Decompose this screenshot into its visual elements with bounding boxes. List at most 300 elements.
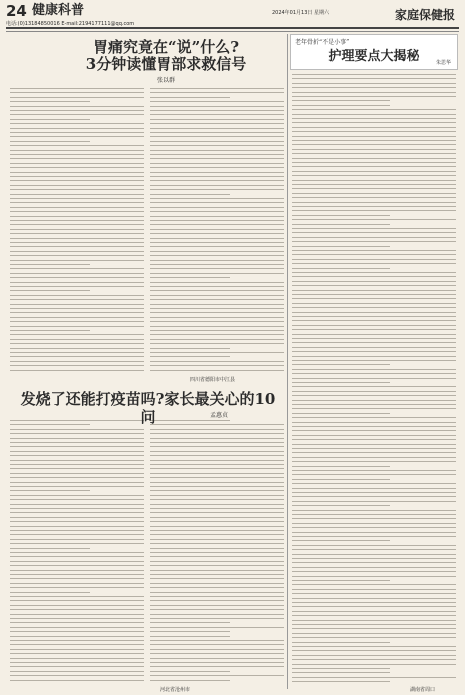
text-line (292, 382, 390, 383)
text-line (10, 119, 90, 120)
text-line (150, 455, 284, 456)
text-line (10, 97, 144, 98)
text-line (150, 622, 230, 623)
text-line (150, 308, 284, 309)
text-line (150, 675, 284, 676)
text-line (292, 78, 456, 79)
text-line (150, 163, 284, 164)
text-line (292, 268, 390, 269)
text-line (150, 578, 284, 579)
text-line (10, 640, 144, 641)
text-line (292, 567, 456, 568)
text-line (150, 106, 284, 107)
text-line (150, 189, 284, 190)
text-line (10, 644, 144, 645)
text-line (150, 326, 284, 327)
text-line (10, 167, 144, 168)
text-line (292, 285, 456, 286)
sidebar-author: 朱思华 (435, 60, 451, 66)
text-line (292, 290, 456, 291)
text-line (10, 101, 90, 102)
text-line (292, 540, 390, 541)
text-line (10, 460, 144, 461)
text-line (150, 251, 284, 252)
text-line (10, 189, 144, 190)
text-line (150, 653, 284, 654)
text-line (150, 636, 230, 637)
text-line (150, 101, 284, 102)
text-line (10, 543, 144, 544)
text-line (150, 255, 284, 256)
text-line (150, 530, 284, 531)
text-line (150, 473, 284, 474)
text-line (10, 583, 144, 584)
column-divider (287, 34, 288, 689)
text-line (150, 460, 284, 461)
text-line (150, 97, 230, 98)
text-line (292, 435, 456, 436)
text-line (292, 444, 456, 445)
text-line (292, 620, 456, 621)
text-line (292, 584, 456, 585)
text-line (150, 438, 284, 439)
text-line (150, 233, 284, 234)
text-line (10, 339, 144, 340)
text-line (150, 592, 284, 593)
article2-credit: 河北省沧州市 (160, 687, 191, 693)
text-line (150, 194, 230, 195)
text-line (292, 254, 456, 255)
text-line (150, 508, 284, 509)
text-line (10, 251, 144, 252)
text-line (10, 600, 144, 601)
text-line (292, 554, 456, 555)
text-line (10, 587, 144, 588)
text-line (292, 329, 456, 330)
text-line (292, 527, 456, 528)
text-line (292, 488, 456, 489)
text-line (10, 88, 144, 89)
text-line (292, 158, 456, 159)
text-line (292, 606, 456, 607)
text-line (292, 140, 456, 141)
text-line (292, 422, 456, 423)
text-line (10, 561, 144, 562)
text-line (292, 505, 390, 506)
text-line (292, 474, 456, 475)
text-line (150, 614, 284, 615)
text-line (10, 548, 90, 549)
text-line (292, 448, 456, 449)
text-line (150, 552, 284, 553)
text-line (10, 343, 144, 344)
text-line (10, 295, 144, 296)
text-line (10, 150, 144, 151)
text-line (292, 492, 456, 493)
text-line (10, 438, 144, 439)
text-line (292, 118, 456, 119)
text-line (10, 154, 144, 155)
text-line (150, 570, 284, 571)
section-name: 健康科普 (32, 3, 85, 18)
text-line (150, 119, 284, 120)
text-line (10, 473, 144, 474)
text-line (150, 561, 284, 562)
text-line (10, 92, 144, 93)
text-line (150, 185, 284, 186)
text-line (150, 299, 284, 300)
text-line (292, 400, 456, 401)
text-line (292, 237, 456, 238)
text-line (292, 470, 456, 471)
text-line (10, 442, 144, 443)
text-line (292, 452, 456, 453)
text-line (10, 570, 144, 571)
text-line (292, 615, 456, 616)
text-line (150, 504, 284, 505)
text-line (292, 162, 456, 163)
text-line (10, 605, 144, 606)
text-line (292, 483, 456, 484)
text-line (292, 404, 456, 405)
text-line (150, 88, 284, 89)
text-line (292, 571, 456, 572)
text-line (150, 640, 284, 641)
text-line (292, 114, 456, 115)
text-line (150, 429, 284, 430)
text-line (292, 633, 456, 634)
text-line (10, 468, 144, 469)
text-line (10, 517, 144, 518)
text-line (10, 477, 144, 478)
text-line (10, 666, 144, 667)
text-line (10, 321, 144, 322)
text-line (10, 277, 144, 278)
text-line (10, 653, 144, 654)
text-line (150, 433, 284, 434)
text-line (292, 193, 456, 194)
text-line (10, 622, 144, 623)
text-line (150, 442, 284, 443)
text-line (150, 486, 284, 487)
text-line (10, 220, 144, 221)
text-line (10, 312, 144, 313)
text-line (292, 378, 456, 379)
text-line (292, 316, 456, 317)
text-line (10, 268, 144, 269)
text-line (150, 534, 284, 535)
text-line (292, 642, 390, 643)
text-line (150, 365, 284, 366)
text-line (150, 136, 284, 137)
text-line (292, 298, 456, 299)
text-line (292, 312, 456, 313)
text-line (10, 180, 144, 181)
text-line (10, 526, 144, 527)
text-line (150, 198, 284, 199)
text-line (10, 255, 144, 256)
text-line (150, 132, 284, 133)
text-line (150, 583, 284, 584)
text-line (292, 206, 456, 207)
text-line (150, 609, 284, 610)
text-line (10, 433, 144, 434)
text-line (10, 114, 144, 115)
text-line (292, 391, 456, 392)
sidebar-title: 护理要点大揭秘 (328, 49, 420, 64)
text-line (292, 272, 456, 273)
text-line (10, 636, 144, 637)
text-line (150, 662, 284, 663)
text-line (150, 216, 284, 217)
text-line (292, 136, 456, 137)
text-line (10, 361, 144, 362)
text-line (10, 482, 144, 483)
text-line (150, 618, 284, 619)
text-line (150, 356, 230, 357)
text-line (150, 172, 284, 173)
contact-info: 电话:(0)13184850016 E-mail:2194177111@qq.com (6, 21, 135, 27)
text-line (10, 627, 144, 628)
text-line (10, 224, 144, 225)
text-line (150, 526, 284, 527)
text-line (150, 176, 284, 177)
text-line (10, 429, 144, 430)
text-line (292, 395, 456, 396)
text-line (292, 228, 456, 229)
text-line (150, 627, 284, 628)
text-line (10, 282, 144, 283)
text-line (292, 576, 456, 577)
text-line (150, 600, 284, 601)
text-line (10, 352, 144, 353)
text-line (150, 339, 284, 340)
text-line (150, 658, 284, 659)
text-line (150, 295, 284, 296)
sidebar-supertitle: 老年骨折“不是小事” (295, 39, 350, 46)
text-line (292, 356, 456, 357)
text-line (150, 521, 284, 522)
text-line (10, 499, 144, 500)
text-line (10, 211, 144, 212)
text-line (150, 260, 284, 261)
text-line (150, 202, 284, 203)
text-line (292, 210, 456, 211)
text-line (292, 197, 456, 198)
text-line (10, 110, 144, 111)
text-line (150, 92, 284, 93)
text-line (150, 482, 284, 483)
text-line (292, 294, 456, 295)
text-line (150, 312, 284, 313)
text-line (292, 510, 456, 511)
text-line (292, 250, 456, 251)
text-line (150, 464, 284, 465)
text-line (292, 457, 456, 458)
text-line (150, 605, 284, 606)
text-line (150, 556, 284, 557)
text-line (10, 614, 144, 615)
text-line (292, 131, 456, 132)
text-line (10, 592, 90, 593)
text-line (292, 628, 456, 629)
text-line (150, 631, 230, 632)
text-line (292, 637, 456, 638)
text-line (150, 477, 284, 478)
text-line (292, 417, 456, 418)
text-line (10, 370, 144, 371)
text-line (292, 408, 456, 409)
text-line (292, 496, 456, 497)
text-line (150, 207, 284, 208)
text-line (292, 461, 456, 462)
text-line (150, 317, 284, 318)
text-line (292, 549, 456, 550)
text-line (10, 242, 144, 243)
text-line (10, 145, 144, 146)
text-line (150, 334, 284, 335)
text-line (292, 338, 456, 339)
text-line (10, 649, 144, 650)
text-line (292, 334, 456, 335)
text-line (150, 220, 284, 221)
text-line (292, 360, 456, 361)
text-line (10, 530, 144, 531)
text-line (292, 276, 456, 277)
text-line (292, 650, 456, 651)
text-line (150, 273, 284, 274)
text-line (292, 659, 456, 660)
text-line (292, 611, 456, 612)
text-line (150, 229, 284, 230)
text-line (292, 523, 456, 524)
text-line (150, 517, 284, 518)
text-line (10, 141, 90, 142)
text-line (10, 198, 144, 199)
text-line (10, 556, 144, 557)
text-line (292, 672, 390, 673)
text-line (150, 128, 284, 129)
text-line (10, 216, 144, 217)
text-line (150, 277, 230, 278)
text-line (150, 451, 284, 452)
text-line (292, 320, 456, 321)
text-line (10, 194, 144, 195)
text-line (10, 123, 144, 124)
text-line (150, 446, 284, 447)
text-line (10, 356, 144, 357)
text-line (10, 286, 144, 287)
text-line (292, 92, 456, 93)
text-line (292, 386, 456, 387)
text-line (292, 466, 390, 467)
text-line (292, 562, 456, 563)
text-line (150, 321, 284, 322)
text-line (292, 430, 456, 431)
text-line (10, 330, 90, 331)
text-line (292, 87, 456, 88)
text-line (292, 558, 456, 559)
text-line (292, 518, 456, 519)
text-line (292, 281, 456, 282)
text-line (292, 668, 390, 669)
text-line (150, 512, 284, 513)
text-line (10, 464, 144, 465)
text-line (150, 304, 284, 305)
text-line (10, 136, 144, 137)
article1-title-line1: 胃痛究竟在“说”什么? (92, 38, 240, 56)
text-line (292, 224, 390, 225)
text-line (292, 232, 456, 233)
text-line (292, 655, 456, 656)
article1-title-line2: 3分钟读懂胃部求救信号 (85, 55, 247, 73)
text-line (292, 347, 456, 348)
text-line (292, 149, 456, 150)
text-line (150, 145, 284, 146)
article1-author: 张以群 (156, 77, 175, 84)
text-line (292, 109, 456, 110)
text-line (150, 167, 284, 168)
page-number: 24 (6, 2, 27, 20)
text-line (10, 490, 90, 491)
text-line (150, 680, 230, 681)
text-line (10, 671, 144, 672)
text-line (10, 273, 144, 274)
text-line (292, 646, 456, 647)
text-line (292, 171, 456, 172)
text-line (10, 609, 144, 610)
text-line (292, 175, 456, 176)
text-line (292, 580, 390, 581)
text-line (292, 342, 456, 343)
text-line (10, 299, 144, 300)
text-line (292, 307, 456, 308)
text-line (292, 105, 390, 106)
text-line (292, 598, 456, 599)
text-line (150, 211, 284, 212)
text-line (150, 565, 284, 566)
text-line (292, 677, 456, 678)
text-line (150, 154, 284, 155)
text-line (292, 514, 456, 515)
text-line (150, 180, 284, 181)
text-line (292, 681, 390, 682)
text-line (292, 413, 390, 414)
text-line (10, 132, 144, 133)
text-line (292, 589, 456, 590)
text-line (292, 74, 456, 75)
text-line (10, 512, 144, 513)
text-line (292, 202, 456, 203)
text-line (10, 455, 144, 456)
text-line (150, 123, 284, 124)
text-line (10, 658, 144, 659)
text-line (150, 499, 284, 500)
text-line (10, 365, 144, 366)
text-line (150, 268, 284, 269)
text-line (10, 451, 144, 452)
text-line (10, 618, 144, 619)
text-line (150, 242, 284, 243)
text-line (150, 110, 284, 111)
text-line (10, 317, 144, 318)
text-line (150, 264, 284, 265)
text-line (292, 479, 390, 480)
text-line (150, 587, 284, 588)
text-line (150, 539, 284, 540)
text-line (292, 325, 456, 326)
text-line (10, 596, 144, 597)
